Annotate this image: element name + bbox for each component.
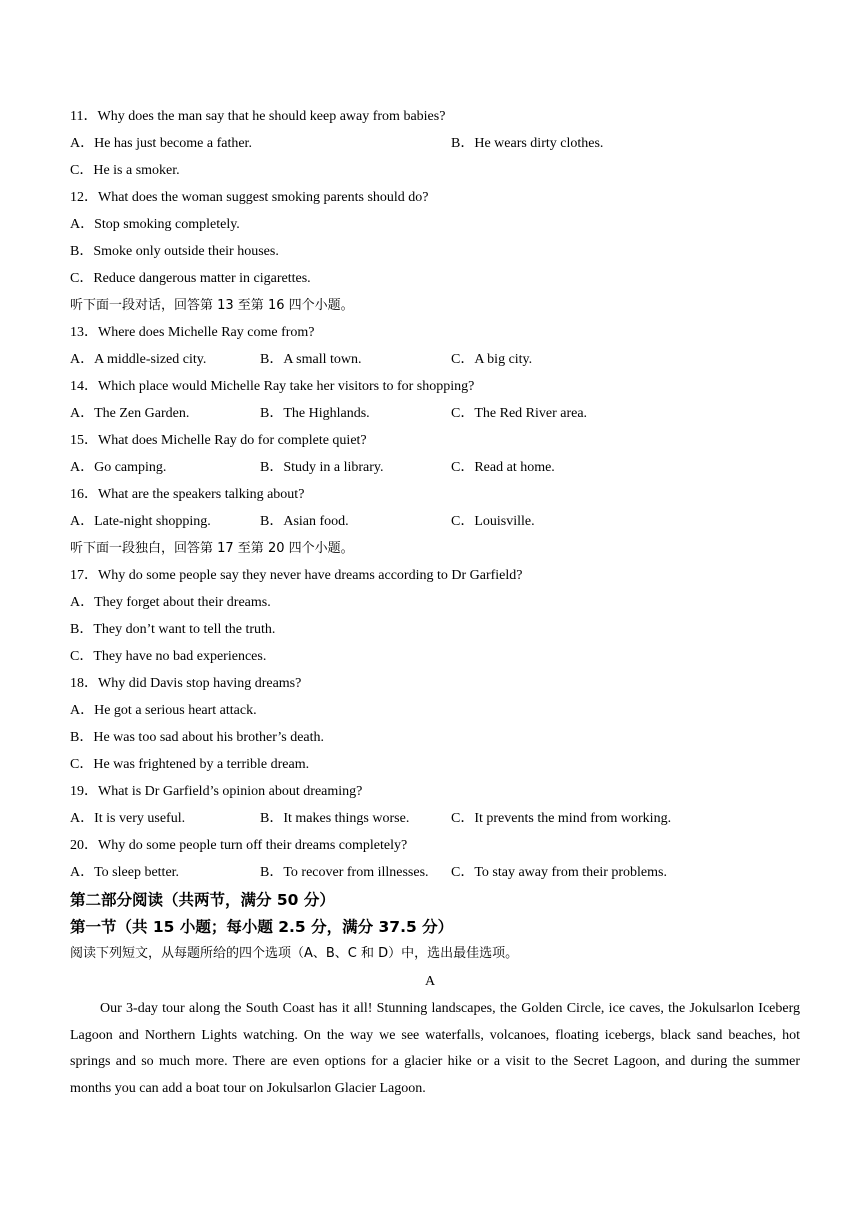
option-c: C．A big city. bbox=[451, 352, 533, 367]
option-b: B．Smoke only outside their houses. bbox=[70, 244, 279, 259]
option-a: A．He has just become a father. bbox=[70, 136, 252, 151]
section1-title: 第一节（共 15 小题；每小题 2.5 分，满分 37.5 分） bbox=[70, 918, 454, 936]
option-b: B．He was too sad about his brother’s death. bbox=[70, 730, 325, 745]
option-b: B．Asian food. bbox=[260, 514, 349, 529]
option-a: A．The Zen Garden. bbox=[70, 406, 190, 421]
option-c: C．The Red River area. bbox=[451, 406, 588, 421]
option-c: C．To stay away from their problems. bbox=[451, 865, 667, 880]
passage-a: Our 3-day tour along the South Coast has it all! Stunning landscapes, the Golden Circle, ice caves, the Jokulsarlon Iceberg Lagoon and Northern Lights watching. On the way we see waterfalls, volcanoes, floating icebergs, black sand beaches, hot springs and so much more. There are even options for a glacier hike or a visit to the Secret Lagoon, and during the summer months you can add a boat tour on Jokulsarlon Glacier Lagoon. bbox=[70, 1001, 800, 1096]
option-b: B．Study in a library. bbox=[260, 460, 384, 475]
option-a: A．To sleep better. bbox=[70, 865, 180, 880]
part2-title: 第二部分阅读（共两节，满分 50 分） bbox=[70, 891, 335, 909]
question-20: 20．Why do some people turn off their dreams completely? bbox=[70, 838, 408, 853]
option-c: C．He was frightened by a terrible dream. bbox=[70, 757, 310, 772]
question-16: 16．What are the speakers talking about? bbox=[70, 487, 305, 502]
option-c: C．He is a smoker. bbox=[70, 163, 180, 178]
option-b: B．It makes things worse. bbox=[260, 811, 410, 826]
option-a: A．It is very useful. bbox=[70, 811, 186, 826]
question-17: 17．Why do some people say they never have dreams according to Dr Garfield? bbox=[70, 568, 523, 583]
question-14: 14．Which place would Michelle Ray take her visitors to for shopping? bbox=[70, 379, 475, 394]
option-c: C．They have no bad experiences. bbox=[70, 649, 267, 664]
option-b: B．To recover from illnesses. bbox=[260, 865, 429, 880]
option-c: C．It prevents the mind from working. bbox=[451, 811, 672, 826]
option-c: C．Reduce dangerous matter in cigarettes. bbox=[70, 271, 311, 286]
question-12: 12．What does the woman suggest smoking parents should do? bbox=[70, 190, 429, 205]
question-15: 15．What does Michelle Ray do for complete quiet? bbox=[70, 433, 367, 448]
option-a: A．Stop smoking completely. bbox=[70, 217, 240, 232]
question-11: 11．Why does the man say that he should keep away from babies? bbox=[70, 109, 446, 124]
option-b: B．They don’t want to tell the truth. bbox=[70, 622, 276, 637]
option-c: C．Read at home. bbox=[451, 460, 555, 475]
passage-label: A bbox=[424, 974, 436, 989]
option-b: B．A small town. bbox=[260, 352, 362, 367]
instruction-dialog: 听下面一段对话，回答第 13 至第 16 四个小题。 bbox=[70, 298, 354, 313]
option-b: B．The Highlands. bbox=[260, 406, 370, 421]
option-a: A．Go camping. bbox=[70, 460, 167, 475]
question-18: 18．Why did Davis stop having dreams? bbox=[70, 676, 302, 691]
option-a: A．Late-night shopping. bbox=[70, 514, 211, 529]
option-b: B．He wears dirty clothes. bbox=[451, 136, 604, 151]
option-a: A．A middle-sized city. bbox=[70, 352, 207, 367]
question-13: 13．Where does Michelle Ray come from? bbox=[70, 325, 315, 340]
option-c: C．Louisville. bbox=[451, 514, 535, 529]
reading-instruction: 阅读下列短文，从每题所给的四个选项（A、B、C 和 D）中，选出最佳选项。 bbox=[70, 946, 519, 961]
option-a: A．They forget about their dreams. bbox=[70, 595, 271, 610]
question-19: 19．What is Dr Garfield’s opinion about dreaming? bbox=[70, 784, 363, 799]
instruction-monolog: 听下面一段独白，回答第 17 至第 20 四个小题。 bbox=[70, 541, 354, 556]
option-a: A．He got a serious heart attack. bbox=[70, 703, 257, 718]
